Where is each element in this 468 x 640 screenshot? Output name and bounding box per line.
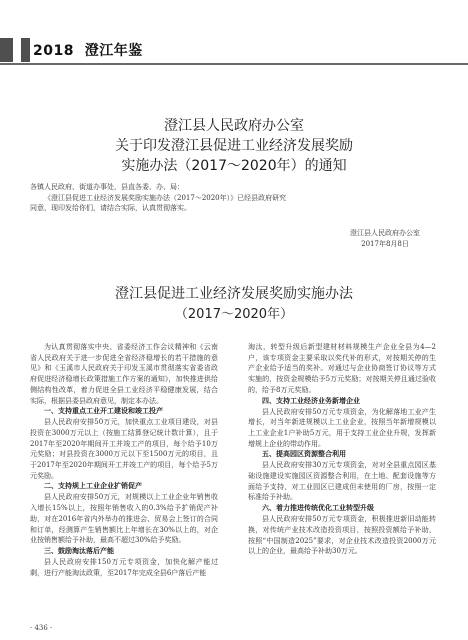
- paragraph: 县人民政府安排30万元专项资金，对对全县重点园区基础设施建设实施园区资源整合利用，在土地、配套设施等方面给予支持，对工业园区已建成但未使用的厂房，按照一定标准给予补助。: [248, 461, 436, 502]
- right-column: [248, 342, 436, 557]
- paragraph: 县人民政府安排50万元，加快重点工业项目建设，对县投资在3000万元以上（按施工结算登记统计数计算），且于2017年至2020年期间开工并竣工产的项目，每个给予10万元奖励；对县投资在3000万元以下至1500万元的项目，且于2017年至2020年期间开工并竣工产的项目，每个给予5万元奖励。: [30, 418, 218, 480]
- section-heading: 四、支持工业经济业务新增企业: [262, 396, 360, 405]
- notice-title-line-3: 实施办法（2017～2020年）的通知: [121, 158, 347, 174]
- notice-title-line-2: 关于印发澄江县促进工业经济发展奖励: [115, 138, 353, 154]
- header-decor-block-2: [21, 38, 30, 62]
- section-heading: 二、支持规上工业企业扩销促产: [44, 482, 142, 491]
- notice-paragraph: 《澄江县促进工业经济发展奖励实施办法（2017～2020年）》已经县政府研究同意，现印发给你们，请结合实际，认真贯彻落实。: [30, 193, 287, 212]
- section-heading: 一、支持重点工业开工建设和竣工投产: [44, 407, 163, 416]
- header-rule: [0, 63, 468, 65]
- signature-date: 2017年8月8日: [361, 239, 409, 248]
- signature-org: 澄江县人民政府办公室: [350, 229, 420, 237]
- document-title: 澄江县促进工业经济发展奖励实施办法: [115, 286, 353, 302]
- paragraph: 淘汰，转型升级后新型建材材料规模生产企业全县为4—2户，该专项资金主要采取以奖代补的形式，对按期关停的生产企业给予适当的奖补。对通过与企业协商签订协议等方式实施的，按资金规模给予5万元奖励；对按期关停且通过验收的，给予8万元奖励。: [248, 343, 436, 394]
- section-heading: 五、提高园区资源整合利用: [262, 450, 346, 459]
- left-column: [30, 342, 218, 578]
- notice-title-line-1: 澄江县人民政府办公室: [164, 118, 304, 134]
- paragraph: 县人民政府安排50万元专项资金，为化解落地工业产生增长，对当年新进规模以上工业企业，按照当年新增规模以上工业企业1户补助5万元，用于支持工业企业升规，发挥新增规上企业的带动作用。: [248, 407, 436, 448]
- notice-salutation: 各镇人民政府、街道办事处，县直各委、办、局：: [30, 183, 184, 191]
- section-heading: 六、着力推进传统优化工业转型升级: [262, 504, 374, 513]
- paragraph: 为认真贯彻落实中央、省委经济工作会议精神和《云南省人民政府关于进一步促进全省经济稳增长的若干措施的意见》和《玉溪市人民政府关于印发玉溪市贯彻落实省委省政府促进经济稳增长政策措施工作方案的通知》，加快推进供给侧结构性改革，着力促进全县工业经济平稳健康发展，结合实际，根据县委县政府意见，制定本办法。: [30, 343, 218, 405]
- header-decor-block: [0, 38, 13, 62]
- notice-body: [30, 182, 290, 214]
- document-years: （2017～2020年）: [174, 307, 294, 322]
- page-number: · 436 ·: [30, 624, 53, 632]
- paragraph: 县人民政府安排150万元专项资金，加快化解产能过剩，进行产能淘汰政策，至2017年完成全县6户落后产能: [30, 557, 218, 577]
- signature-block: [330, 228, 440, 249]
- paragraph: 县人民政府安排50万元，对规模以上工业企业年销售收入增长15%以上，按照年销售收入的0.3%给予扩销促产补助，对在2016年省内外举办的推进会、贸易会上签订的合同和订单，经测算产生销售额比上年增长在30%以上的，对企业按销售额给予补助，最高不超过30%给予奖励。: [30, 493, 218, 545]
- paragraph: 县人民政府安排50万元专项资金，积极推进新旧动能转换，对传统产业技术改造投资项目，按照投资额给予补助，按照“中国制造2025”要求，对企业技术改造投资2000万元以上的企业，最高给予补助30万元。: [248, 515, 436, 556]
- section-heading: 三、鼓励淘汰落后产能: [44, 546, 114, 555]
- header-title: 2018 澄江年鉴: [33, 43, 143, 59]
